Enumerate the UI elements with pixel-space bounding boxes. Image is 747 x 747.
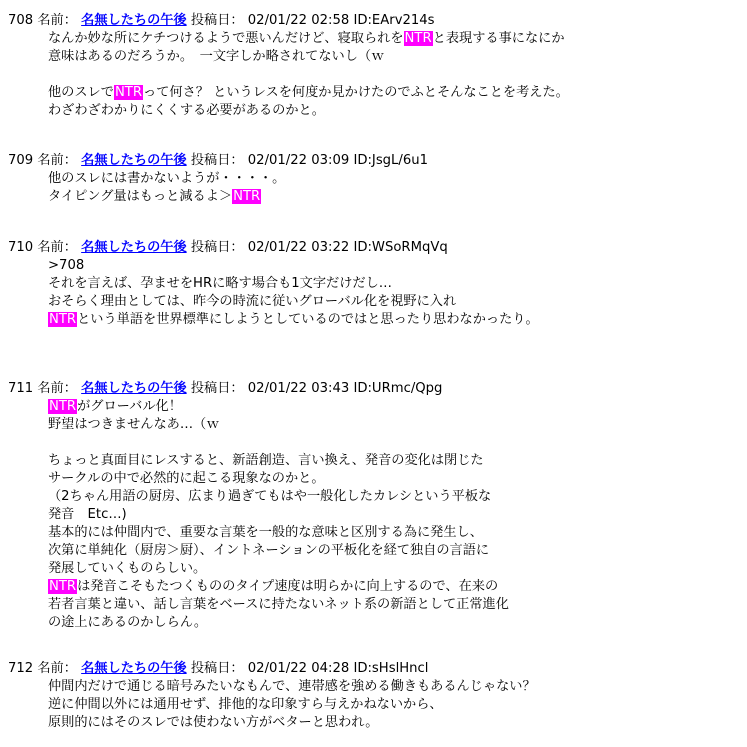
body-line: 他のスレには書かないようが・・・・。 — [48, 171, 286, 186]
post-number: 712 — [8, 661, 34, 676]
post-id: ID:WSoRMqVq — [353, 240, 448, 255]
post-number: 710 — [8, 240, 34, 255]
body-line: ちょっと真面目にレスすると、新語創造、言い換え、発音の変化は閉じた — [48, 453, 484, 468]
author-link[interactable]: 名無したちの午後 — [81, 153, 187, 168]
name-label: 名前： — [37, 661, 77, 676]
date-label: 投稿日： — [190, 153, 244, 168]
body-line — [48, 257, 747, 275]
body-line: 他のスレでNTRって何さ？ というレスを何度か見かけたのでふとそんなことを考えた。 — [48, 85, 569, 100]
body-line: NTRがグローバル化！ — [49, 399, 182, 414]
post-body — [8, 257, 747, 329]
body-line: NTRは発音こそもたつくもののタイプ速度は明らかに向上するので、在来の — [49, 579, 499, 594]
post-body — [8, 170, 747, 206]
date-label: 投稿日： — [190, 661, 244, 676]
body-line: わざわざわかりにくくする必要があるのかと。 — [48, 103, 325, 118]
post-id: ID:sHslHncl — [353, 661, 429, 676]
body-line: それを言えば、孕ませをHRに略す場合も1文字だけだし… — [48, 276, 392, 291]
post-body — [8, 30, 747, 120]
post-number: 709 — [8, 153, 34, 168]
body-line — [48, 434, 747, 452]
name-label: 名前： — [37, 13, 77, 28]
post-710 — [8, 239, 747, 329]
author-link[interactable]: 名無したちの午後 — [81, 381, 187, 396]
post-body — [8, 678, 747, 732]
post-header — [8, 152, 747, 170]
post-header — [8, 660, 747, 678]
date-label: 投稿日： — [190, 381, 244, 396]
body-line: 発展していくものらしい。 — [48, 561, 207, 576]
ntr-highlight: NTR — [404, 31, 432, 46]
post-date: 02/01/22 04:28 — [247, 661, 350, 676]
body-line: 逆に仲間以外には通用せず、排他的な印象すら与えかねないから、 — [48, 697, 443, 712]
post-number: 708 — [8, 13, 34, 28]
author-link[interactable]: 名無したちの午後 — [81, 661, 187, 676]
author-link[interactable]: 名無したちの午後 — [81, 240, 187, 255]
name-label: 名前： — [37, 240, 77, 255]
post-body — [8, 398, 747, 632]
post-date: 02/01/22 03:09 — [247, 153, 350, 168]
body-line: （2ちゃん用語の厨房、広まり過ぎてもはや一般化したカレシという平板な — [48, 489, 492, 504]
ntr-highlight: NTR — [114, 85, 143, 100]
body-line: 仲間内だけで通じる暗号みたいなもんで、連帯感を強める働きもあるんじゃない？ — [48, 679, 536, 694]
post-header — [8, 12, 747, 30]
body-line: 野望はつきませんなあ…（ｗ — [48, 417, 220, 432]
ntr-highlight: NTR — [49, 579, 77, 594]
ntr-highlight: NTR — [49, 399, 77, 414]
reply-anchor[interactable]: >708 — [48, 258, 85, 273]
date-label: 投稿日： — [190, 13, 244, 28]
post-date: 02/01/22 03:22 — [247, 240, 350, 255]
post-id: ID:EArv214s — [353, 13, 435, 28]
post-712 — [8, 660, 747, 732]
body-line: なんか妙な所にケチつけるようで悪いんだけど、寝取られをNTRと表現する事になにか — [48, 31, 565, 46]
post-id: ID:JsgL/6u1 — [353, 153, 428, 168]
body-line: の途上にあるのかしらん。 — [48, 615, 208, 630]
date-label: 投稿日： — [190, 240, 244, 255]
ntr-highlight: NTR — [49, 312, 77, 327]
post-date: 02/01/22 02:58 — [247, 13, 350, 28]
post-id: ID:URmc/Qpg — [353, 381, 443, 396]
body-line: 原則的にはそのスレでは使わない方がベターと思われ。 — [48, 715, 379, 730]
body-line: サークルの中で必然的に起こる現象なのかと。 — [48, 471, 325, 486]
post-date: 02/01/22 03:43 — [247, 381, 350, 396]
body-line: タイピング量はもっと減るよ＞NTR — [48, 189, 261, 204]
post-711 — [8, 380, 747, 632]
post-708 — [8, 12, 747, 120]
post-number: 711 — [8, 381, 34, 396]
body-line: おそらく理由としては、昨今の時流に従いグローバル化を視野に入れ — [48, 294, 457, 309]
author-link[interactable]: 名無したちの午後 — [81, 13, 187, 28]
body-line: 発音 Etc…) — [48, 507, 127, 522]
post-header — [8, 380, 747, 398]
body-line — [48, 66, 747, 84]
ntr-highlight: NTR — [233, 189, 261, 204]
post-header — [8, 239, 747, 257]
name-label: 名前： — [37, 381, 77, 396]
body-line: 次第に単純化（厨房＞厨）、イントネーションの平板化を経て独自の言語に — [48, 543, 490, 558]
name-label: 名前： — [37, 153, 77, 168]
post-709 — [8, 152, 747, 206]
body-line: NTRという単語を世界標準にしようとしているのではと思ったり思わなかったり。 — [49, 312, 539, 327]
body-line: 若者言葉と違い、話し言葉をベースに持たないネット系の新語として正常進化 — [48, 597, 509, 612]
body-line: 基本的には仲間内で、重要な言葉を一般的な意味と区別する為に発生し、 — [48, 525, 483, 540]
body-line: 意味はあるのだろうか。 一文字しか略されてないし（ｗ — [48, 49, 385, 64]
